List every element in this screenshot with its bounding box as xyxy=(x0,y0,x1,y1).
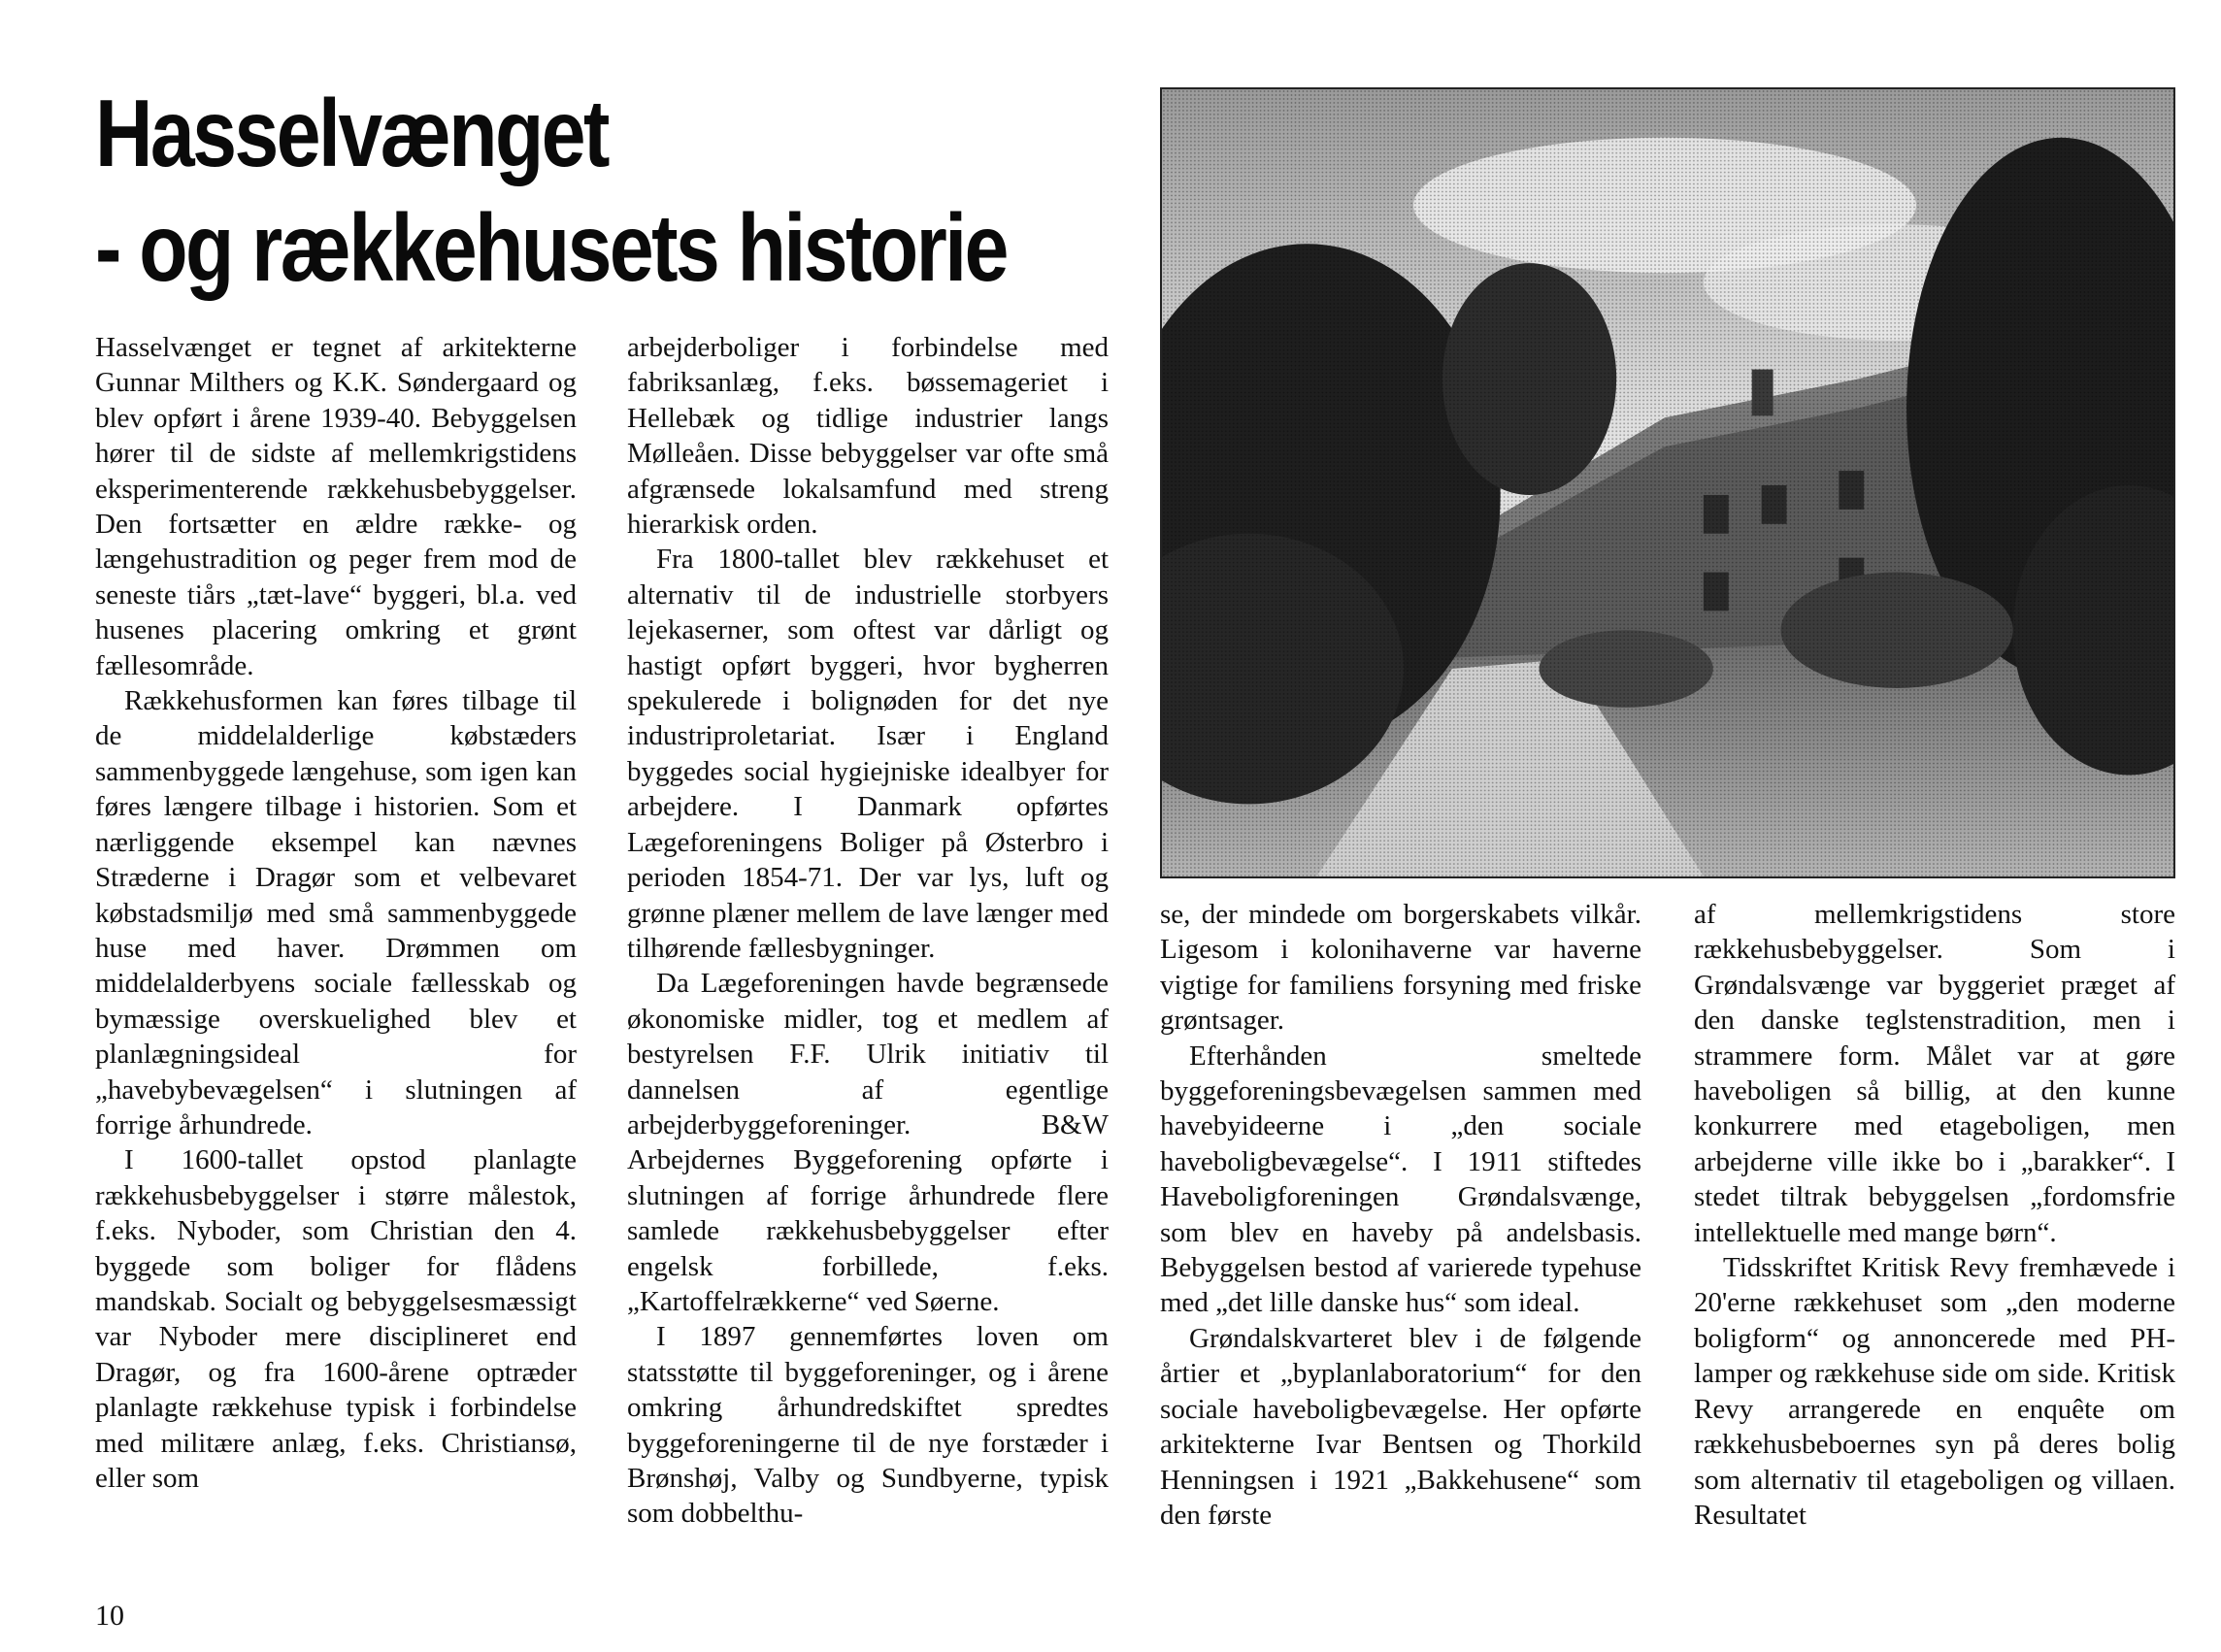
paragraph: se, der mindede om borgerskabets vilkår. Ligesom i kolonihaverne var haverne vigtige for familiens forsyning med friske grøntsager. xyxy=(1160,899,1641,1037)
text-column-2 xyxy=(627,330,1109,1532)
article-title xyxy=(95,76,1007,305)
page-number: 10 xyxy=(95,1600,124,1632)
paragraph: I 1600-tallet opstod planlagte rækkehusbebyggelser i større målestok, f.eks. Nyboder, som Christian den 4. byggede som boliger for flådens mandskab. Socialt og bebyggelsesmæssigt var Nyboder mere disciplineret end Dragør, og fra 1600-årene optræder planlagte rækkehuse typisk i forbindelse med militære anlæg, f.eks. Christiansø, eller som xyxy=(95,1144,577,1494)
photo-illustration xyxy=(1162,89,2173,876)
paragraph: arbejderboliger i forbindelse med fabriksanlæg, f.eks. bøssemageriet i Hellebæk og tidlige industrier langs Mølleåen. Disse bebyggelser var ofte små afgrænsede lokalsamfund med streng hierarkisk orden. xyxy=(627,332,1109,541)
paragraph: Hasselvænget er tegnet af arkitekterne Gunnar Milthers og K.K. Søndergaard og blev opført i årene 1939-40. Bebyggelsen hører til de sidste af mellemkrigstidens eksperimenterende rækkehusbebyggelser. Den fortsætter en ældre række- og længehustradition og peger frem mod de seneste tiårs „tæt-lave“ byggeri, bl.a. ved husenes placering omkring et grønt fællesområde. xyxy=(95,332,577,681)
paragraph: Grøndalskvarteret blev i de følgende årtier et „byplanlaboratorium“ for den sociale haveboligbevægelse. Her opførte arkitekterne Ivar Bentsen og Thorkild Henningsen i 1921 „Bakkehusene“ som den første xyxy=(1160,1322,1641,1531)
paragraph: Tidsskriftet Kritisk Revy fremhævede i 20'erne rækkehuset som „den moderne boligform“ og annoncerede med PH-lamper og rækkehuse side om side. Kritisk Revy arrangerede en enquête om rækkehusbeboernes syn på deres bolig som alternativ til etageboligen og villaen. Resultatet xyxy=(1694,1252,2175,1531)
paragraph: Fra 1800-tallet blev rækkehuset et alternativ til de industrielle storbyers lejekaserner, som oftest var dårligt og hastigt opført byggeri, hvor bygherren spekulerede i bolignøden for det nye industriproletariat. Især i England byggedes social hygiejniske idealbyer for arbejdere. I Danmark opførtes Lægeforeningens Boliger på Østerbro i perioden 1854-71. Der var lys, luft og grønne plæner mellem de lave længer med tilhørende fællesbygninger. xyxy=(627,544,1109,964)
title-line-2: - og rækkehusets historie xyxy=(95,194,1007,301)
row-houses-photo xyxy=(1160,87,2175,878)
paragraph: Da Lægeforeningen havde begrænsede økonomiske midler, tog et medlem af bestyrelsen F.F. Ulrik initiativ til dannelsen af egentlige arbejderbyggeforeninger. B&W Arbejdernes Byggeforening opførte i slutningen af forrige århundrede flere samlede rækkehusbebyggelser efter engelsk forbillede, f.eks. „Kartoffelrækkerne“ ved Søerne. xyxy=(627,968,1109,1317)
paragraph: Rækkehusformen kan føres tilbage til de middelalderlige købstæders sammenbyggede længehuse, som igen kan føres længere tilbage i historien. Som et nærliggende eksempel kan nævnes Stræderne i Dragør som et velbevaret købstadsmiljø med små sammenbyggede huse med haver. Drømmen om middelalderbyens sociale fællesskab og bymæssige overskuelighed blev et planlægningsideal for „havebybevægelsen“ i slutningen af forrige århundrede. xyxy=(95,685,577,1140)
text-column-4 xyxy=(1694,897,2175,1533)
text-column-1 xyxy=(95,330,577,1496)
text-column-3 xyxy=(1160,897,1641,1533)
paragraph: af mellemkrigstidens store rækkehusbebyggelser. Som i Grøndalsvænge var byggeriet præget af den danske teglstenstradition, men i strammere form. Målet var at gøre haveboligen så billig, at den kunne konkurrere med etageboligen, men arbejderne ville ikke bo i „barakker“. I stedet tiltrak bebyggelsen „fordomsfrie intellektuelle med mange børn“. xyxy=(1694,899,2175,1248)
paragraph: Efterhånden smeltede byggeforeningsbevægelsen sammen med havebyideerne i „den sociale haveboligbevægelse“. I 1911 stiftedes Haveboligforeningen Grøndalsvænge, som blev en haveby på andelsbasis. Bebyggelsen bestod af varierede typehuse med „det lille danske hus“ som ideal. xyxy=(1160,1040,1641,1319)
title-line-1: Hasselvænget xyxy=(95,80,608,186)
paragraph: I 1897 gennemførtes loven om statsstøtte til byggeforeninger, og i årene omkring århundredskiftet spredtes byggeforeningerne til de nye forstæder i Brønshøj, Valby og Sundbyerne, typisk som dobbelthu- xyxy=(627,1321,1109,1530)
